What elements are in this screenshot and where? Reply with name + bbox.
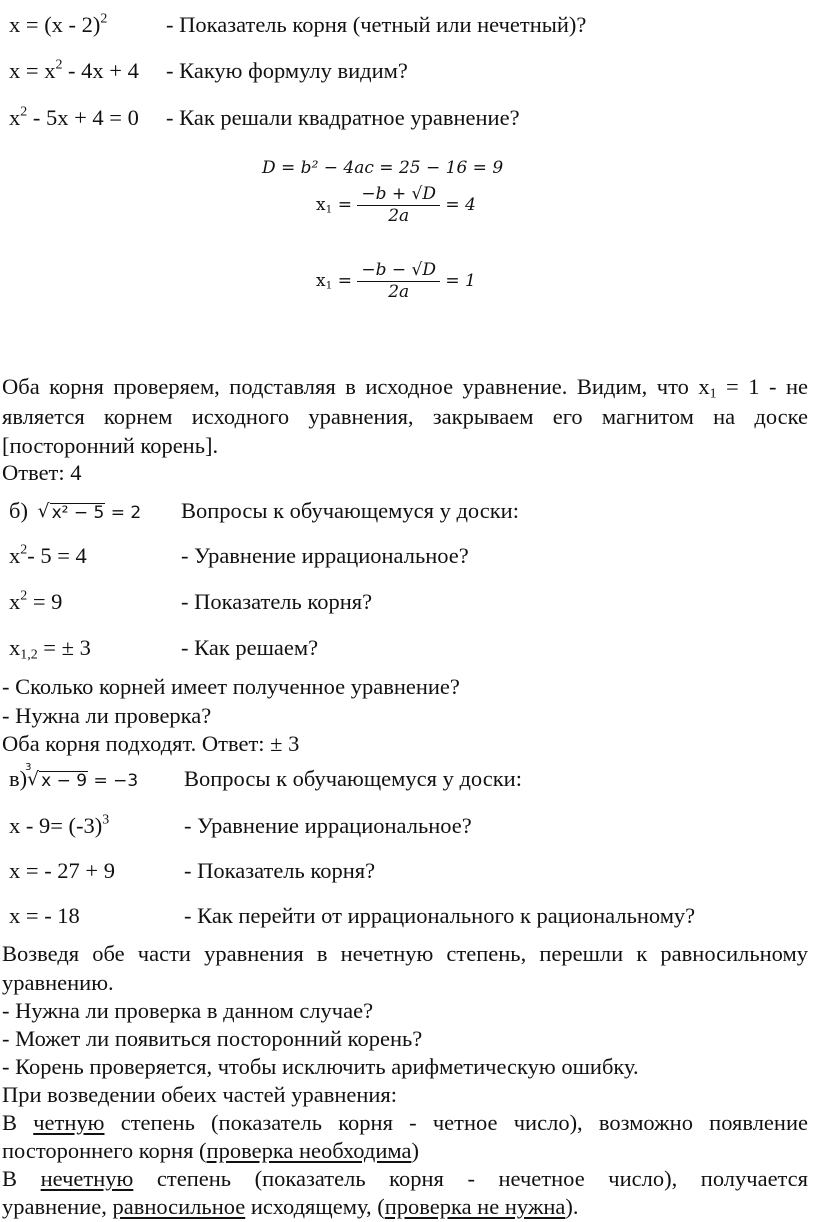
paragraph-check-line-3: [посторонний корень]. xyxy=(2,433,219,458)
equation-c1: $x - 9= (-3)^3$ xyxy=(9,812,110,838)
conclusion-odd-line-2: уравнение, равносильное исходящему, (проверка не нужна). xyxy=(2,1194,579,1219)
note-c6: - Корень проверяется, чтобы исключить арифметическую ошибку. xyxy=(2,1054,639,1079)
question-b1: - Уравнение иррациональное? xyxy=(181,543,469,568)
conclusion-even-line-1: В четную степень (показатель корня - четное число), возможно появление xyxy=(2,1110,808,1135)
question-b2: - Показатель корня? xyxy=(181,589,373,614)
conclusion-even-line-2: постороннего корня (проверка необходима) xyxy=(2,1138,419,1163)
questions-heading-c: Вопросы к обучающемуся у доски: xyxy=(184,766,522,791)
question-a3: - Как решали квадратное уравнение? xyxy=(166,105,520,130)
equation-b1: $x^2-$ 5 = 4 xyxy=(9,542,87,568)
equation-c3: x = - 18 xyxy=(9,903,80,928)
conclusion-intro: При возведении обеих частей уравнения: xyxy=(2,1082,398,1107)
answer-a: Ответ: 4 xyxy=(2,460,82,485)
conclusion-odd-line-1: В нечетную степень (показатель корня - нечетное число), получается xyxy=(2,1166,808,1191)
equation-c2: x = - 27 + 9 xyxy=(9,858,115,883)
answer-b: Оба корня подходят. Ответ: ± 3 xyxy=(2,731,300,756)
question-a2: - Какую формулу видим? xyxy=(166,58,408,83)
root-formula-2: $x_1$ = $\frac{-b - √D}{2a}$ = 1 xyxy=(316,260,476,302)
equation-b3: $x_{1,2}$ = ± 3 xyxy=(9,635,91,663)
paragraph-check-line-2: является корнем исходного уравнения, закрываем его магнитом на доске xyxy=(2,404,808,429)
equation-a2: $x = x^2 - 4x + 4$ xyxy=(9,57,139,83)
question-c3: - Как перейти от иррационального к рациональному? xyxy=(184,903,696,928)
paragraph-c-line-2: уравнению. xyxy=(2,970,114,995)
question-a1: - Показатель корня (четный или нечетный)? xyxy=(166,12,587,37)
question-c5: - Может ли появиться посторонний корень? xyxy=(2,1026,423,1051)
root-formula-1: $x_1$ = $\frac{-b + √D}{2a}$ = 4 xyxy=(316,184,476,226)
paragraph-c-line-1: Возведя обе части уравнения в нечетную степень, перешли к равносильному xyxy=(2,941,808,966)
equation-c-title: в) 3 √ x − 9 = −3 xyxy=(9,762,139,791)
question-b4: - Сколько корней имеет полученное уравнение? xyxy=(2,674,460,699)
discriminant-formula: D = b² − 4ac = 25 − 16 = 9 xyxy=(262,158,504,178)
fraction-2: $\frac{-b - √D}{2a}$ xyxy=(357,262,440,301)
equation-b2: $x^2 = 9$ xyxy=(9,588,63,614)
equation-a3: $x^2 - 5x + 4 = 0$ xyxy=(9,104,139,130)
equation-b-title: б) √ x² − 5 = 2 xyxy=(9,498,142,523)
equation-a1: x = (x - 2)$^2$ xyxy=(9,11,108,37)
question-c1: - Уравнение иррациональное? xyxy=(184,813,472,838)
fraction-1: $\frac{-b + √D}{2a}$ xyxy=(357,186,440,225)
question-b5: - Нужна ли проверка? xyxy=(2,703,212,728)
questions-heading-b: Вопросы к обучающемуся у доски: xyxy=(181,498,519,523)
question-c4: - Нужна ли проверка в данном случае? xyxy=(2,998,374,1023)
question-b3: - Как решаем? xyxy=(181,635,319,660)
paragraph-check-line-1: Оба корня проверяем, подставляя в исходное уравнение. Видим, что $x_1 = 1$ - не xyxy=(2,374,808,402)
question-c2: - Показатель корня? xyxy=(184,858,376,883)
